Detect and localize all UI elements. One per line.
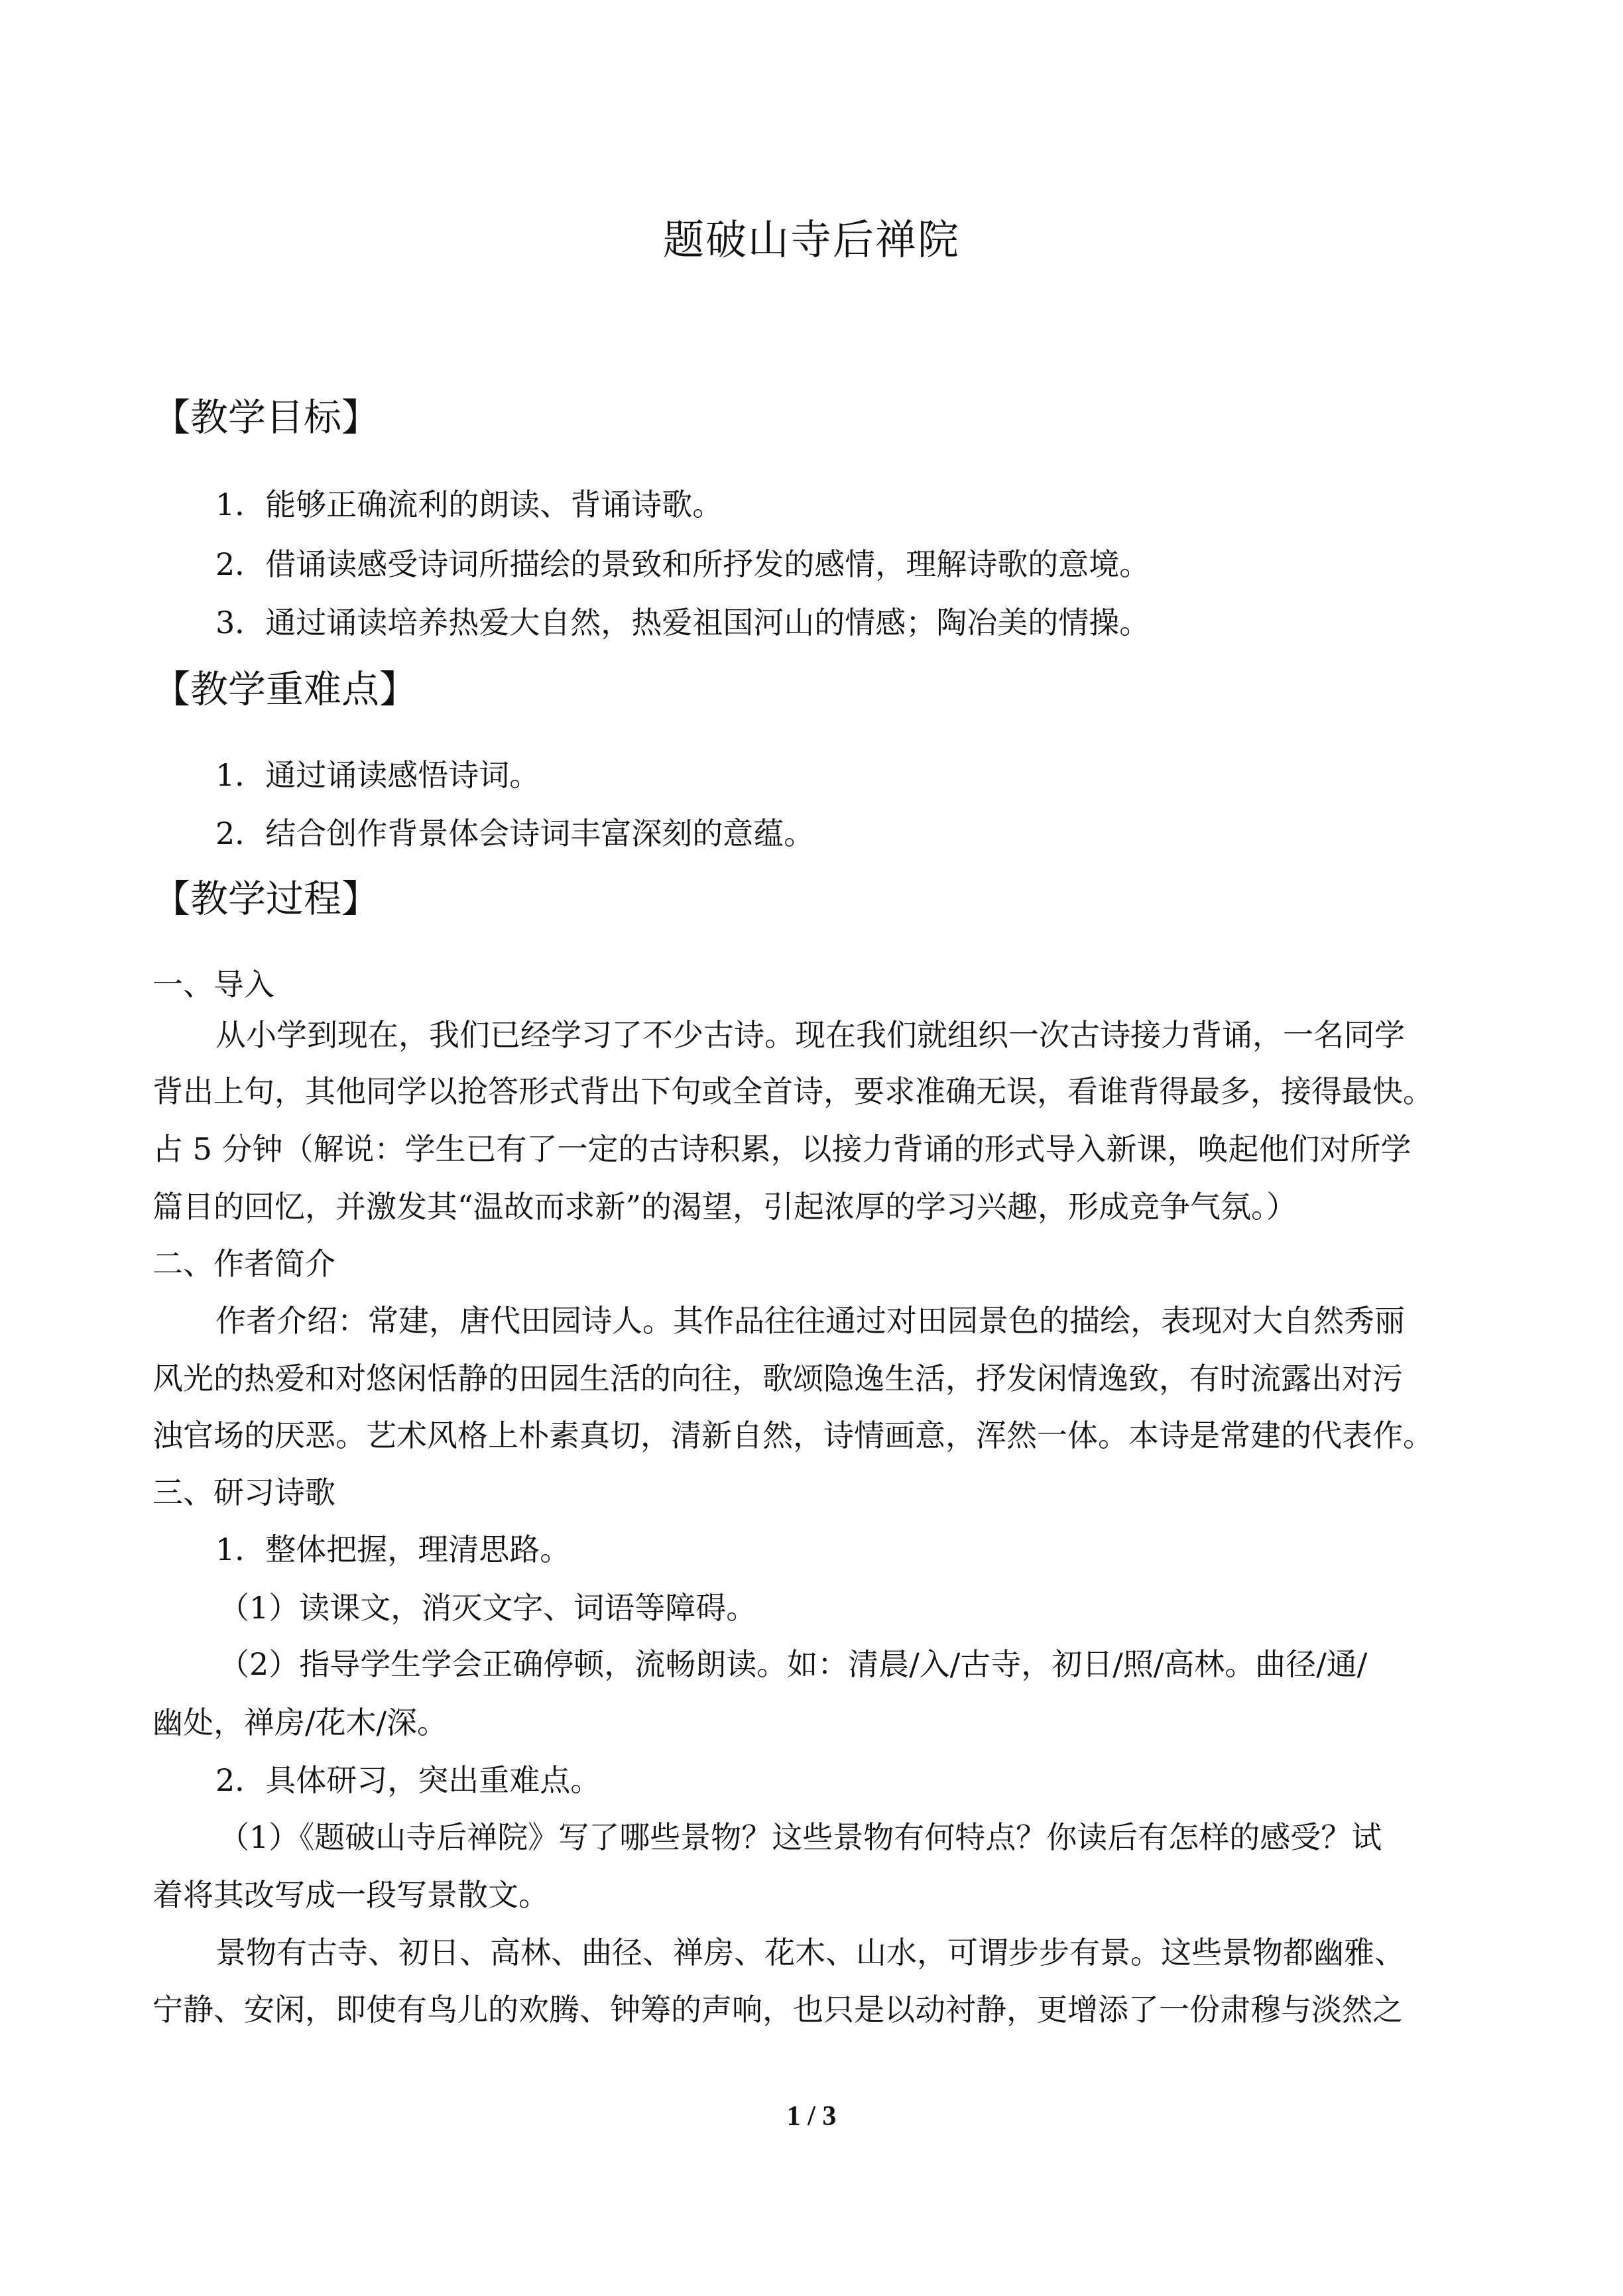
goal-item: 3．通过诵读培养热爱大自然，热爱祖国河山的情感；陶冶美的情操。 <box>215 605 1150 640</box>
section-heading-key-points: 【教学重难点】 <box>152 668 417 711</box>
step-item: 1．整体把握，理清思路。 <box>215 1532 571 1567</box>
goal-item: 2．借诵读感受诗词所描绘的景致和所抒发的感情，理解诗歌的意境。 <box>215 546 1150 582</box>
paragraph-line: 作者介绍：常建，唐代田园诗人。其作品往往通过对田园景色的描绘，表现对大自然秀丽 <box>215 1303 1405 1339</box>
step-subitem: （2）指导学生学会正确停顿，流畅朗读。如：清晨/入/古寺，初日/照/高林。曲径/通/ <box>219 1646 1368 1682</box>
goal-item: 1．能够正确流利的朗读、背诵诗歌。 <box>215 487 723 522</box>
paragraph-line: 景物有古寺、初日、高林、曲径、禅房、花木、山水，可谓步步有景。这些景物都幽雅、 <box>215 1935 1405 1970</box>
document-title: 题破山寺后禅院 <box>662 215 960 264</box>
subheading-intro: 一、导入 <box>152 967 274 1002</box>
paragraph-line: 从小学到现在，我们已经学习了不少古诗。现在我们就组织一次古诗接力背诵，一名同学 <box>215 1017 1405 1053</box>
step-subitem: （1）《题破山寺后禅院》写了哪些景物？这些景物有何特点？你读后有怎样的感受？试 <box>219 1819 1382 1855</box>
paragraph-line: 浊官场的厌恶。艺术风格上朴素真切，清新自然，诗情画意，浑然一体。本诗是常建的代表作。 <box>152 1418 1433 1453</box>
paragraph-line: 占 5 分钟（解说：学生已有了一定的古诗积累，以接力背诵的形式导入新课，唤起他们对所学 <box>152 1131 1412 1167</box>
page-number: 1 / 3 <box>786 2101 837 2132</box>
section-heading-process: 【教学过程】 <box>152 877 379 921</box>
step-item: 2．具体研习，突出重难点。 <box>215 1762 601 1798</box>
paragraph-line: 幽处，禅房/花木/深。 <box>152 1705 448 1740</box>
subheading-author: 二、作者简介 <box>152 1246 335 1282</box>
key-point-item: 2．结合创作背景体会诗词丰富深刻的意蕴。 <box>215 816 815 851</box>
step-subitem: （1）读课文，消灭文字、词语等障碍。 <box>219 1590 757 1626</box>
paragraph-line: 风光的热爱和对悠闲恬静的田园生活的向往，歌颂隐逸生活，抒发闲情逸致，有时流露出对污 <box>152 1360 1403 1396</box>
key-point-item: 1．通过诵读感悟诗词。 <box>215 757 540 793</box>
paragraph-line: 篇目的回忆，并激发其“温故而求新”的渴望，引起浓厚的学习兴趣，形成竞争气氛。） <box>152 1189 1297 1225</box>
paragraph-line: 宁静、安闲，即使有鸟儿的欢腾、钟筹的声响，也只是以动衬静，更增添了一份肃穆与淡然之 <box>152 1992 1403 2027</box>
paragraph-line: 背出上句，其他同学以抢答形式背出下句或全首诗，要求准确无误，看谁背得最多，接得最快。 <box>152 1073 1433 1109</box>
subheading-study: 三、研习诗歌 <box>152 1475 335 1510</box>
section-heading-goals: 【教学目标】 <box>152 396 379 440</box>
paragraph-line: 着将其改写成一段写景散文。 <box>152 1877 549 1913</box>
